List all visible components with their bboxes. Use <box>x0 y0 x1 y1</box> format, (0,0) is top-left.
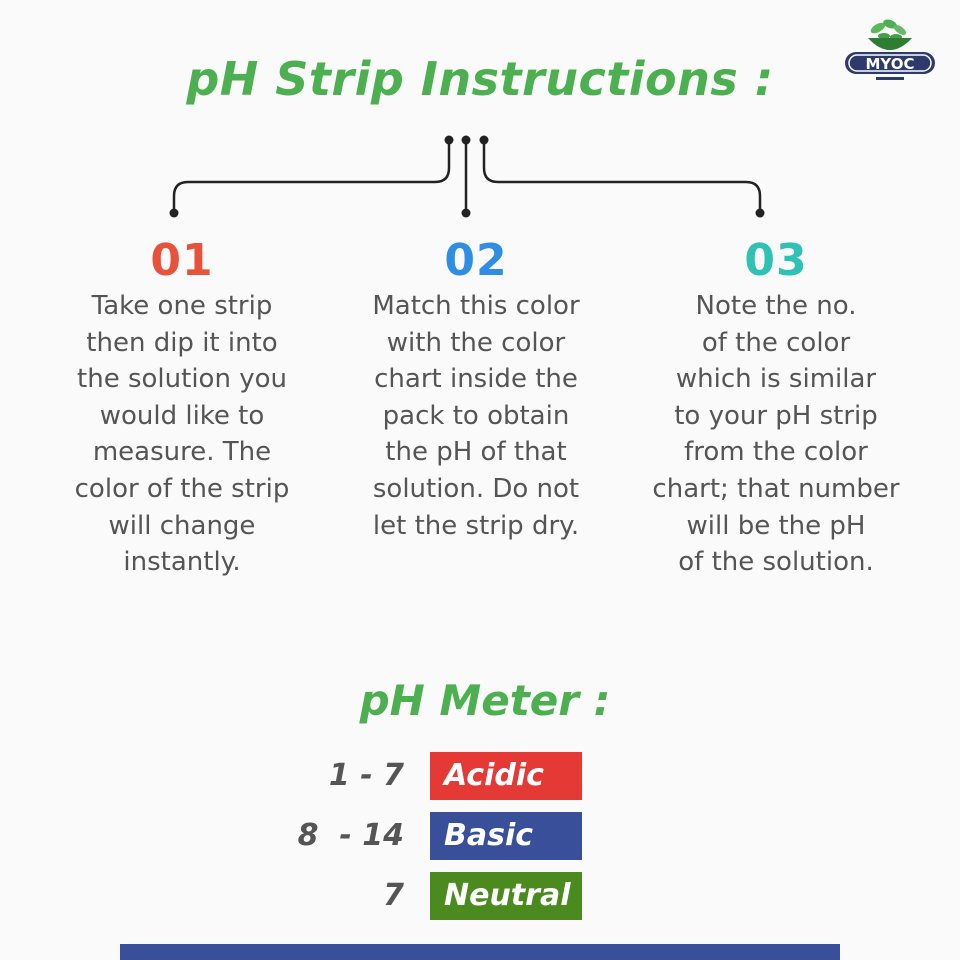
step-description <box>326 288 626 544</box>
ph-meter-title: pH Meter : <box>359 676 611 725</box>
step-number: 03 <box>744 235 808 286</box>
text-line: chart; that number <box>652 473 900 504</box>
ph-range: 1 - 7 <box>328 758 404 793</box>
text-line: then dip it into <box>86 327 278 358</box>
text-line: chart inside the <box>374 364 578 395</box>
text-line: pack to obtain <box>382 400 570 431</box>
step-1 <box>32 236 332 581</box>
text-line: Match this color <box>372 291 580 321</box>
text-line: Note the no. <box>695 291 857 321</box>
ph-range: 8 - 14 <box>297 818 404 853</box>
ph-range: 7 <box>383 878 404 913</box>
ph-meter-row-neutral <box>0 872 960 920</box>
text-line: will be the pH <box>686 510 866 541</box>
ph-badge-acidic: Acidic <box>430 752 582 800</box>
bottom-bar <box>120 944 840 960</box>
step-number: 01 <box>150 235 214 286</box>
text-line: instantly. <box>123 547 241 578</box>
logo-text: MYOC <box>865 55 915 73</box>
text-line: let the strip dry. <box>372 510 580 541</box>
page-title: pH Strip Instructions : <box>186 52 774 106</box>
text-line: the pH of that <box>385 437 567 468</box>
step-description <box>32 288 332 581</box>
text-line: of the color <box>701 327 851 358</box>
text-line: color of the strip <box>74 473 290 504</box>
text-line: of the solution. <box>678 547 874 578</box>
step-3 <box>626 236 926 581</box>
ph-meter-row-acidic <box>0 752 960 800</box>
step-connector <box>0 0 960 240</box>
text-line: solution. Do not <box>372 473 580 504</box>
text-line: would like to <box>99 400 265 431</box>
ph-meter-row-basic <box>0 812 960 860</box>
step-2 <box>326 236 626 544</box>
text-line: the solution you <box>77 364 287 395</box>
step-description <box>626 288 926 581</box>
step-number: 02 <box>444 235 508 286</box>
text-line: to your pH strip <box>674 400 878 431</box>
text-line: Take one strip <box>91 291 273 321</box>
ph-badge-neutral: Neutral <box>430 872 582 920</box>
text-line: measure. The <box>92 437 272 468</box>
text-line: will change <box>108 510 256 541</box>
text-line: from the color <box>684 437 868 468</box>
text-line: with the color <box>386 327 566 358</box>
ph-badge-basic: Basic <box>430 812 582 860</box>
text-line: which is similar <box>675 364 877 395</box>
